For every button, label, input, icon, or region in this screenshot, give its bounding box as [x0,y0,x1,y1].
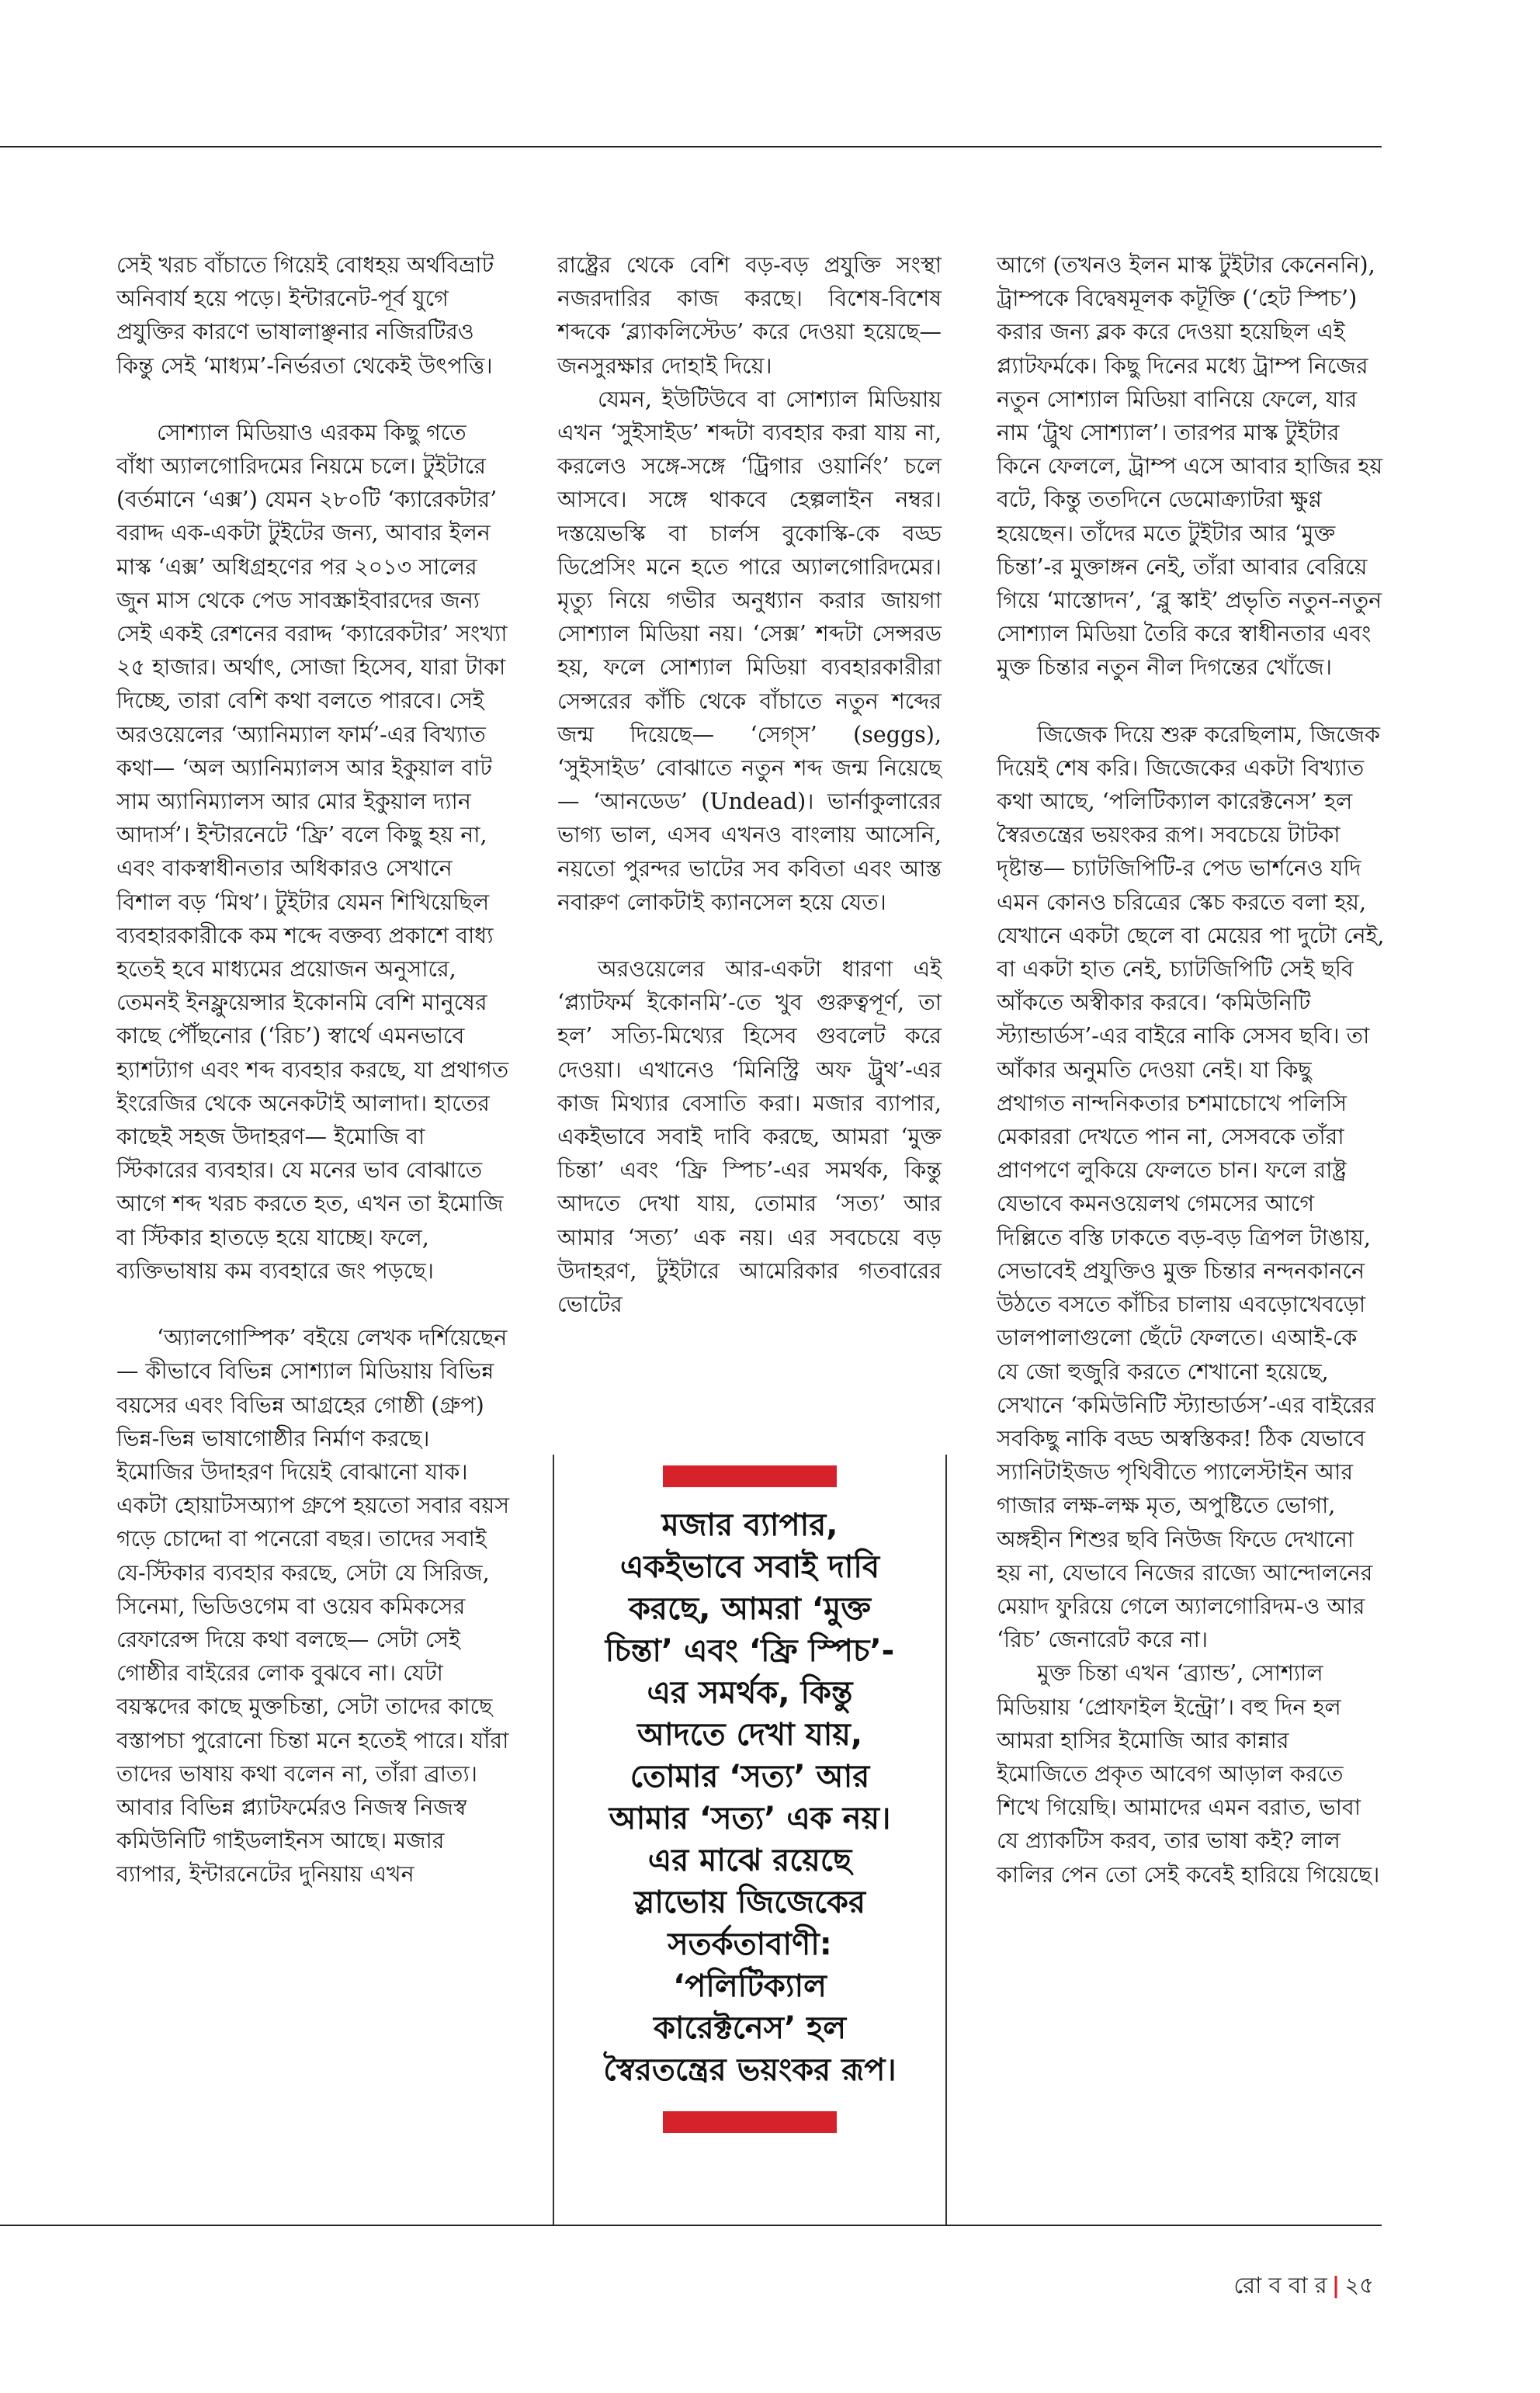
column3-paragraph-2: জিজেক দিয়ে শুরু করেছিলাম, জিজেক দিয়েই শেষ করি। জিজেকের একটা বিখ্যাত কথা আছে, ‘পলিটিক্যাল কারেক্টনেস’ হল স্বৈরতন্ত্রের ভয়ংকর রূপ। সবচেয়ে টাটকা দৃষ্টান্ত— চ্যাটজিপিটি-র পেড ভার্শনেও যদি এমন কোনও চরিত্রের স্কেচ করতে বলা হয়, যেখানে একটা ছেলে বা মেয়ের পা দুটো নেই, বা একটা হাত নেই, চ্যাটজিপিটি সেই ছবি আঁকতে অস্বীকার করবে। ‘কমিউনিটি স্ট্যান্ডার্ডস’-এর বাইরে নাকি সেসব ছবি। তা আঁকার অনুমতি দেওয়া নেই। যা কিছু প্রথাগত নান্দনিকতার চশমাচোখে পলিসি মেকাররা দেখতে পান না, সেসবকে তাঁরা প্রাণপণে লুকিয়ে ফেলতে চান। ফলে রাষ্ট্র যেভাবে কমনওয়েলথ গেমসের আগে দিল্লিতে বস্তি ঢাকতে বড়-বড় ত্রিপল টাঙায়, সেভাবেই প্রযুক্তিও মুক্ত চিন্তার নন্দনকাননে উঠতে বসতে কাঁচির চালায় এবড়োখেবড়ো ডালপালাগুলো ছেঁটে ফেলতে। এআই-কে যে জো হুজুরি করতে শেখানো হয়েছে, সেখানে ‘কমিউনিটি স্ট্যান্ডার্ডস’-এর বাইরের সবকিছু নাকি বড্ড অস্বস্তিকর! ঠিক যেভাবে স্যানিটাইজড পৃথিবীতে প্যালেস্টাইন আর গাজার লক্ষ-লক্ষ মৃত, অপুষ্টিতে ভোগা, অঙ্গহীন শিশুর ছবি নিউজ ফিডে দেখানো হয় না, যেভাবে নিজের রাজ্যে আন্দোলনের মেয়াদ ফুরিয়ে গেলে অ্যালগোরিদম-ও আর ‘রিচ’ জেনারেট করে না। [997,721,1385,1653]
page-folio [1233,2268,1374,2306]
top-rule [0,146,1382,147]
column1-paragraph-3: ‘অ্যালগোস্পিক’ বইয়ে লেখক দর্শিয়েছেন— কীভাবে বিভিন্ন সোশ্যাল মিডিয়ায় বিভিন্ন বয়সের এবং বিভিন্ন আগ্রহের গোষ্ঠী (গ্রুপ) ভিন্ন-ভিন্ন ভাষাগোষ্ঠীর নির্মাণ করছে। ইমোজির উদাহরণ দিয়েই বোঝানো যাক। একটা হোয়াটসঅ্যাপ গ্রুপে হয়তো সবার বয়স গড়ে চোদ্দো বা পনেরো বছর। তাদের সবাই যে-স্টিকার ব্যবহার করছে, সেটা যে সিরিজ, সিনেমা, ভিডিওগেম বা ওয়েব কমিকসের রেফারেন্স দিয়ে কথা বলছে— সেটা সেই গোষ্ঠীর বাইরের লোক বুঝবে না। যেটা বয়স্কদের কাছে মুক্তচিন্তা, সেটা তাদের কাছে বস্তাপচা পুরোনো চিন্তা মনে হতেই পারে। যাঁরা তাদের ভাষায় কথা বলেন না, তাঁরা ব্রাত্য। আবার বিভিন্ন প্ল্যাটফর্মেরও নিজস্ব নিজস্ব কমিউনিটি গাইডলাইনস আছে। মজার ব্যাপার, ইন্টারনেটের দুনিয়ায় এখন [116,1325,510,1888]
column1-paragraph-1: সেই খরচ বাঁচাতে গিয়েই বোধহয় অর্থবিভ্রাট অনিবার্য হয়ে পড়ে। ইন্টারনেট-পূর্ব যুগে প্রযুক্তির কারণে ভাষালাঞ্ছনার নজিরটিরও কিন্তু সেই ‘মাধ্যম’-নির্ভরতা থেকেই উৎপত্তি। [116,252,494,379]
bottom-rule [0,2225,1382,2226]
page-number: ২৫ [1344,2272,1374,2298]
article-column-1 [116,248,511,1892]
article-column-2 [557,248,942,1321]
column2-paragraph-2: যেমন, ইউটিউবে বা সোশ্যাল মিডিয়ায় এখন ‘সুইসাইড’ শব্দটা ব্যবহার করা যায় না, করলেও সঙ্গে-সঙ্গে ‘ট্রিগার ওয়ার্নিং’ চলে আসবে। সঙ্গে থাকবে হেল্পলাইন নম্বর। দস্তয়েভস্কি বা চার্লস বুকোস্কি-কে বড্ড ডিপ্রেসিং মনে হতে পারে অ্যালগোরিদমের। মৃত্যু নিয়ে গভীর অনুধ্যান করার জায়গা সোশ্যাল মিডিয়া নয়। ‘সেক্স’ শব্দটা সেন্সরড হয়, ফলে সোশ্যাল মিডিয়া ব্যবহারকারীরা সেন্সরের কাঁচি থেকে বাঁচাতে নতুন শব্দের জন্ম দিয়েছে— ‘সেগ্‌স’ (seggs), ‘সুইসাইড’ বোঝাতে নতুন শব্দ জন্ম নিয়েছে— ‘আনডেড’ (Undead)। ভার্নাকুলারের ভাগ্য ভাল, এসব এখনও বাংলায় আসেনি, নয়তো পুরন্দর ভাটের সব কবিতা এবং আস্ত নবারুণ লোকটাই ক্যানসেল হয়ে যেত। [557,386,942,915]
column2-paragraph-3: অরওয়েলের আর-একটা ধারণা এই ‘প্ল্যাটফর্ম ইকোনমি’-তে খুব গুরুত্বপূর্ণ, তা হল’ সত্যি-মিথ্যের হিসেব গুবলেট করে দেওয়া। এখানেও ‘মিনিস্ট্রি অফ ট্রুথ’-এর কাজ মিথ্যার বেসাতি করা। মজার ব্যাপার, একইভাবে সবাই দাবি করছে, আমরা ‘মুক্ত চিন্তা’ এবং ‘ফ্রি স্পিচ’-এর সমর্থক, কিন্তু আদতে দেখা যায়, তোমার ‘সত্য’ আর আমার ‘সত্য’ এক নয়। এর সবচেয়ে বড় উদাহরণ, টুইটারে আমেরিকার গতবারের ভোটের [557,956,942,1318]
pullquote-top-bar [663,1465,837,1487]
pullquote-bottom-bar [663,2111,837,2133]
column3-paragraph-1: আগে (তখনও ইলন মাস্ক টুইটার কেনেননি), ট্রাম্পকে বিদ্বেষমূলক কটূক্তি (‘হেট স্পিচ’) করার জন্য ব্লক করে দেওয়া হয়েছিল এই প্ল্যাটফর্মকে। কিছু দিনের মধ্যে ট্রাম্প নিজের নতুন সোশ্যাল মিডিয়া বানিয়ে ফেলে, যার নাম ‘ট্রুথ সোশ্যাল’। তারপর মাস্ক টুইটার কিনে ফেললে, ট্রাম্প এসে আবার হাজির হয় বটে, কিন্তু ততদিনে ডেমোক্র্যাটরা ক্ষুণ্ণ হয়েছেন। তাঁদের মতে টুইটার আর ‘মুক্ত চিন্তা’-র মুক্তাঙ্গন নেই, তাঁরা আবার বেরিয়ে গিয়ে ‘মাস্তোদন’, ‘ব্লু স্কাই’ প্রভৃতি নতুন-নতুন সোশ্যাল মিডিয়া তৈরি করে স্বাধীনতার এবং মুক্ত চিন্তার নতুন নীল দিগন্তের খোঁজে। [997,252,1383,681]
pullquote-left-rule [553,1455,554,2225]
article-column-3 [997,248,1385,1892]
pullquote-text: মজার ব্যাপার, একইভাবে সবাই দাবি করছে, আমরা ‘মুক্ত চিন্তা’ এবং ‘ফ্রি স্পিচ’-এর সমর্থক, কিন্তু আদতে দেখা যায়, তোমার ‘সত্য’ আর আমার ‘সত্য’ এক নয়। এর মাঝে রয়েছে স্লাভোয় জিজেকের সতর্কতাবাণী: ‘পলিটিক্যাল কারেক্টনেস’ হল স্বৈরতন্ত্রের ভয়ংকর রূপ। [603,1507,897,2088]
column1-paragraph-2: সোশ্যাল মিডিয়াও এরকম কিছু গতে বাঁধা অ্যালগোরিদমের নিয়মে চলে। টুইটারে (বর্তমানে ‘এক্স’) যেমন ২৮০টি ‘ক্যারেকটার’ বরাদ্দ এক-একটা টুইটের জন্য, আবার ইলন মাস্ক ‘এক্স’ অধিগ্রহণের পর ২০১৩ সালের জুন মাস থেকে পেড সাবস্ক্রাইবারদের জন্য সেই একই রেশনের বরাদ্দ ‘ক্যারেকটার’ সংখ্যা ২৫ হাজার। অর্থাৎ, সোজা হিসেব, যারা টাকা দিচ্ছে, তারা বেশি কথা বলতে পারবে। সেই অরওয়েলের ‘অ্যানিম্যাল ফার্ম’-এর বিখ্যাত কথা— ‘অল অ্যানিম্যালস আর ইকুয়াল বাট সাম অ্যানিম্যালস আর মোর ইকুয়াল দ্যান আদার্স’। ইন্টারনেটে ‘ফ্রি’ বলে কিছু হয় না, এবং বাকস্বাধীনতার অধিকারও সেখানে বিশাল বড় ‘মিথ’। টুইটার যেমন শিখিয়েছিল ব্যবহারকারীকে কম শব্দে বক্তব্য প্রকাশে বাধ্য হতেই হবে মাধ্যমের প্রয়োজন অনুসারে, তেমনই ইনফ্লুয়েন্সার ইকোনমি বেশি মানুষের কাছে পৌঁছনোর (‘রিচ’) স্বার্থে এমনভাবে হ্যাশট্যাগ এবং শব্দ ব্যবহার করছে, যা প্রথাগত ইংরেজির থেকে অনেকটাই আলাদা। হাতের কাছেই সহজ উদাহরণ— ইমোজি বা স্টিকারের ব্যবহার। যে মনের ভাব বোঝাতে আগে শব্দ খরচ করতে হত, এখন তা ইমোজি বা স্টিকার হাতড়ে হয়ে যাচ্ছে। ফলে, ব্যক্তিভাষায় কম ব্যবহারে জং পড়ছে। [116,419,509,1284]
folio-separator: | [1331,2272,1341,2298]
column2-paragraph-1: রাষ্ট্রের থেকে বেশি বড়-বড় প্রযুক্তি সংস্থা নজরদারির কাজ করছে। বিশেষ-বিশেষ শব্দকে ‘ব্ল্যাকলিস্টেড’ করে দেওয়া হয়েছে— জনসুরক্ষার দোহাই দিয়ে। [557,252,942,379]
pullquote-right-rule [945,1455,947,2225]
pull-quote [602,1465,897,2133]
column3-paragraph-3: মুক্ত চিন্তা এখন ‘ব্র্যান্ড’, সোশ্যাল মিডিয়ায় ‘প্রোফাইল ইন্ট্রো’। বহু দিন হল আমরা হাসির ইমোজি আর কান্নার ইমোজিতে প্রকৃত আবেগ আড়াল করতে শিখে গিয়েছি। আমাদের এমন বরাত, ভাবা যে প্র্যাকটিস করব, তার ভাষা কই? লাল কালির পেন তো সেই কবেই হারিয়ে গিয়েছে। [997,1660,1380,1888]
magazine-name: রো ব বা র [1233,2272,1327,2298]
